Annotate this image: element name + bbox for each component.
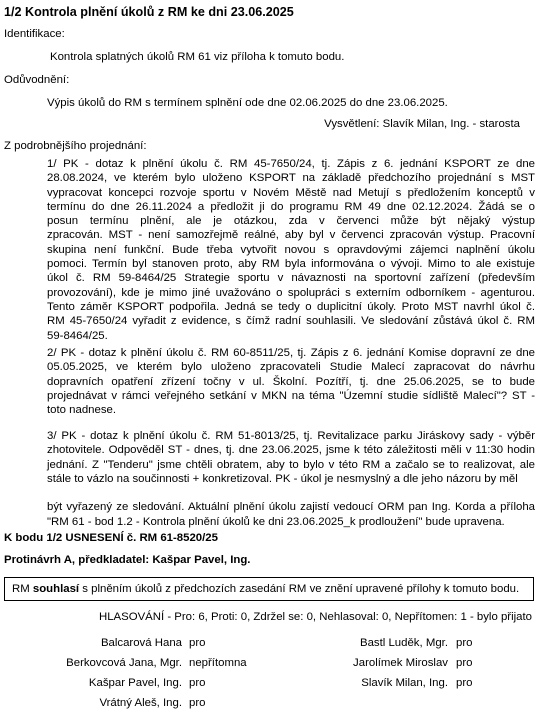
paragraph-line: vypracovat koncepci rozvoje sportu v Novém Městě nad Metují s předložením konceptů v [47, 186, 535, 199]
justification-label: Odůvodnění: [4, 74, 70, 86]
page-title: 1/2 Kontrola plnění úkolů z RM ke dni 23.06.2025 [4, 5, 294, 19]
paragraph-line: 1/ PK - dotaz k plnění úkolu č. RM 45-7650/24, tj. Zápis z 6. jednání KSPORT ze dne [47, 158, 535, 170]
voter-vote: pro [189, 677, 206, 689]
voter-name: Bastl Luděk, Mgr. [359, 637, 448, 649]
paragraph-line: "RM 61 - bod 1.2 - Kontrola plnění úkolů ke dni 23.06.2025_k prodloužení" bude upravena. [47, 515, 505, 528]
paragraph-line: RM 45-7650/24 vyřadit z evidence, s čímž radní souhlasili. Ve sledování zůstává úkol č. RM [47, 315, 535, 328]
voter-name: Jarolímek Miroslav [353, 657, 448, 669]
paragraph-line: Tento záměr KSPORT podpořila. Jedná se tedy o duplicitní úkoly. Proto MST navrhl úkol č. [47, 300, 535, 313]
voter-name: Berkovcová Jana, Mgr. [66, 657, 182, 669]
discussion-item-1 [47, 157, 535, 343]
paragraph-line: úkol č. RM 59-8464/25 Strategie sportu v návaznosti na sportovní zařízení (především [47, 272, 535, 285]
resolution-box [4, 577, 534, 601]
paragraph-line: 2/ PK - dotaz k plnění úkolu č. RM 60-8511/25, tj. Zápis z 6. jednání Komise dopravní ze dne [47, 347, 535, 359]
resolution-heading: K bodu 1/2 USNESENÍ č. RM 61-8520/25 [4, 532, 218, 544]
voter-name: Vrátný Aleš, Ing. [99, 697, 182, 709]
paragraph-line: 28.08.2024, ve kterém bylo uloženo KSPORT na základě předchozího projednání s MST [47, 172, 535, 185]
resolution-prefix: RM [12, 583, 33, 595]
counterproposal-heading: Protinávrh A, předkladatel: Kašpar Pavel, Ing. [4, 554, 251, 566]
resolution-text [12, 583, 519, 595]
paragraph-line [47, 486, 535, 500]
paragraph-line: stále to vázlo na součinnosti + konkretizoval. PK - úkol je nesmyslný a dle jeho názoru by měl [47, 472, 518, 485]
resolution-rest: s plněním úkolů z předchozích zasedání RM ve znění upravené přílohy k tomuto bodu. [79, 583, 520, 595]
details-label: Z podrobnějšího projednání: [4, 140, 147, 152]
voter-name: Balcarová Hana [100, 637, 182, 649]
paragraph-line: zhotovitele. Odpověděl ST - dnes, tj. dne 23.06.2025, jsme k této záležitosti měli v 11:30 hodin [47, 444, 535, 457]
paragraph-line: být vyřazený ze sledování. Aktuální plnění úkolu zajistí vedoucí ORM pan Ing. Korda a příloha [47, 501, 535, 514]
paragraph-line: 59-8464/25. [47, 329, 108, 342]
voter-name: Kašpar Pavel, Ing. [88, 677, 182, 689]
identification-text: Kontrola splatných úkolů RM 61 viz příloha k tomuto bodu. [50, 51, 345, 63]
explained-by: Vysvětlení: Slavík Milan, Ing. - starosta [324, 118, 520, 130]
paragraph-line: zpracován. MST - není samozřejmě reálné, aby byl v červenci zpracován výstup. Pracovní [47, 229, 535, 242]
voter-vote: pro [456, 677, 473, 689]
paragraph-line: projednávat v rámci veřejného setkání v MKN na téma "Územní studie sídliště Malecí"? ST - [47, 389, 535, 402]
paragraph-line: termínu do dne 26.11.2024 a předložit ji do programu RM 49 dne 02.12.2024. Žádá se o [47, 200, 535, 213]
paragraph-line: jednání. Z "Tenderu" jsme chtěli obratem, aby to bylo v této RM a začalo se to realizovat, ale [47, 458, 535, 471]
voter-vote: nepřítomna [189, 657, 247, 669]
paragraph-line: posun termínu plnění, ale je otázkou, zda v červenci může být nějaký výstup [47, 215, 535, 228]
voter-vote: pro [456, 657, 473, 669]
paragraph-line: provozování), kde je mimo jiné uvažováno o spolupráci s externím odborníkem - agenturou. [47, 286, 535, 299]
resolution-verb: souhlasí [32, 583, 80, 595]
discussion-item-2 [47, 346, 535, 417]
paragraph-line: pomoci. Termín byl stanoven proto, aby RM byla informována o vývoji. Mimo to ale existuje [47, 258, 535, 271]
voter-vote: pro [189, 697, 206, 709]
paragraph-line: 3/ PK - dotaz k plnění úkolu č. RM 51-8013/25, tj. Revitalizace parku Jiráskovy sady - výběr [47, 430, 535, 442]
paragraph-line: skupina není funkční. Bude třeba vytvořit novou s opravdovými zájemci naplnění úkolu [47, 243, 535, 256]
voter-vote: pro [189, 637, 206, 649]
vote-summary: HLASOVÁNÍ - Pro: 6, Proti: 0, Zdržel se: 0, Nehlasoval: 0, Nepřítomen: 1 - bylo přijato [98, 611, 532, 623]
identification-label: Identifikace: [4, 28, 65, 40]
justification-text: Výpis úkolů do RM s termínem splnění ode dne 02.06.2025 do dne 23.06.2025. [47, 97, 448, 109]
paragraph-line: 05.05.2025, ve kterém bylo uloženo zpracovateli Studie Malecí zapracovat do návrhu [47, 361, 535, 374]
discussion-item-3 [47, 429, 535, 529]
paragraph-line: dopravních opatření zřízení točny v ul. Školní. Pozítří, tj. dne 25.06.2025, se to bude [47, 375, 535, 388]
voter-name: Slavík Milan, Ing. [361, 677, 448, 689]
paragraph-line: toto nadnese. [47, 404, 117, 417]
voter-vote: pro [456, 637, 473, 649]
